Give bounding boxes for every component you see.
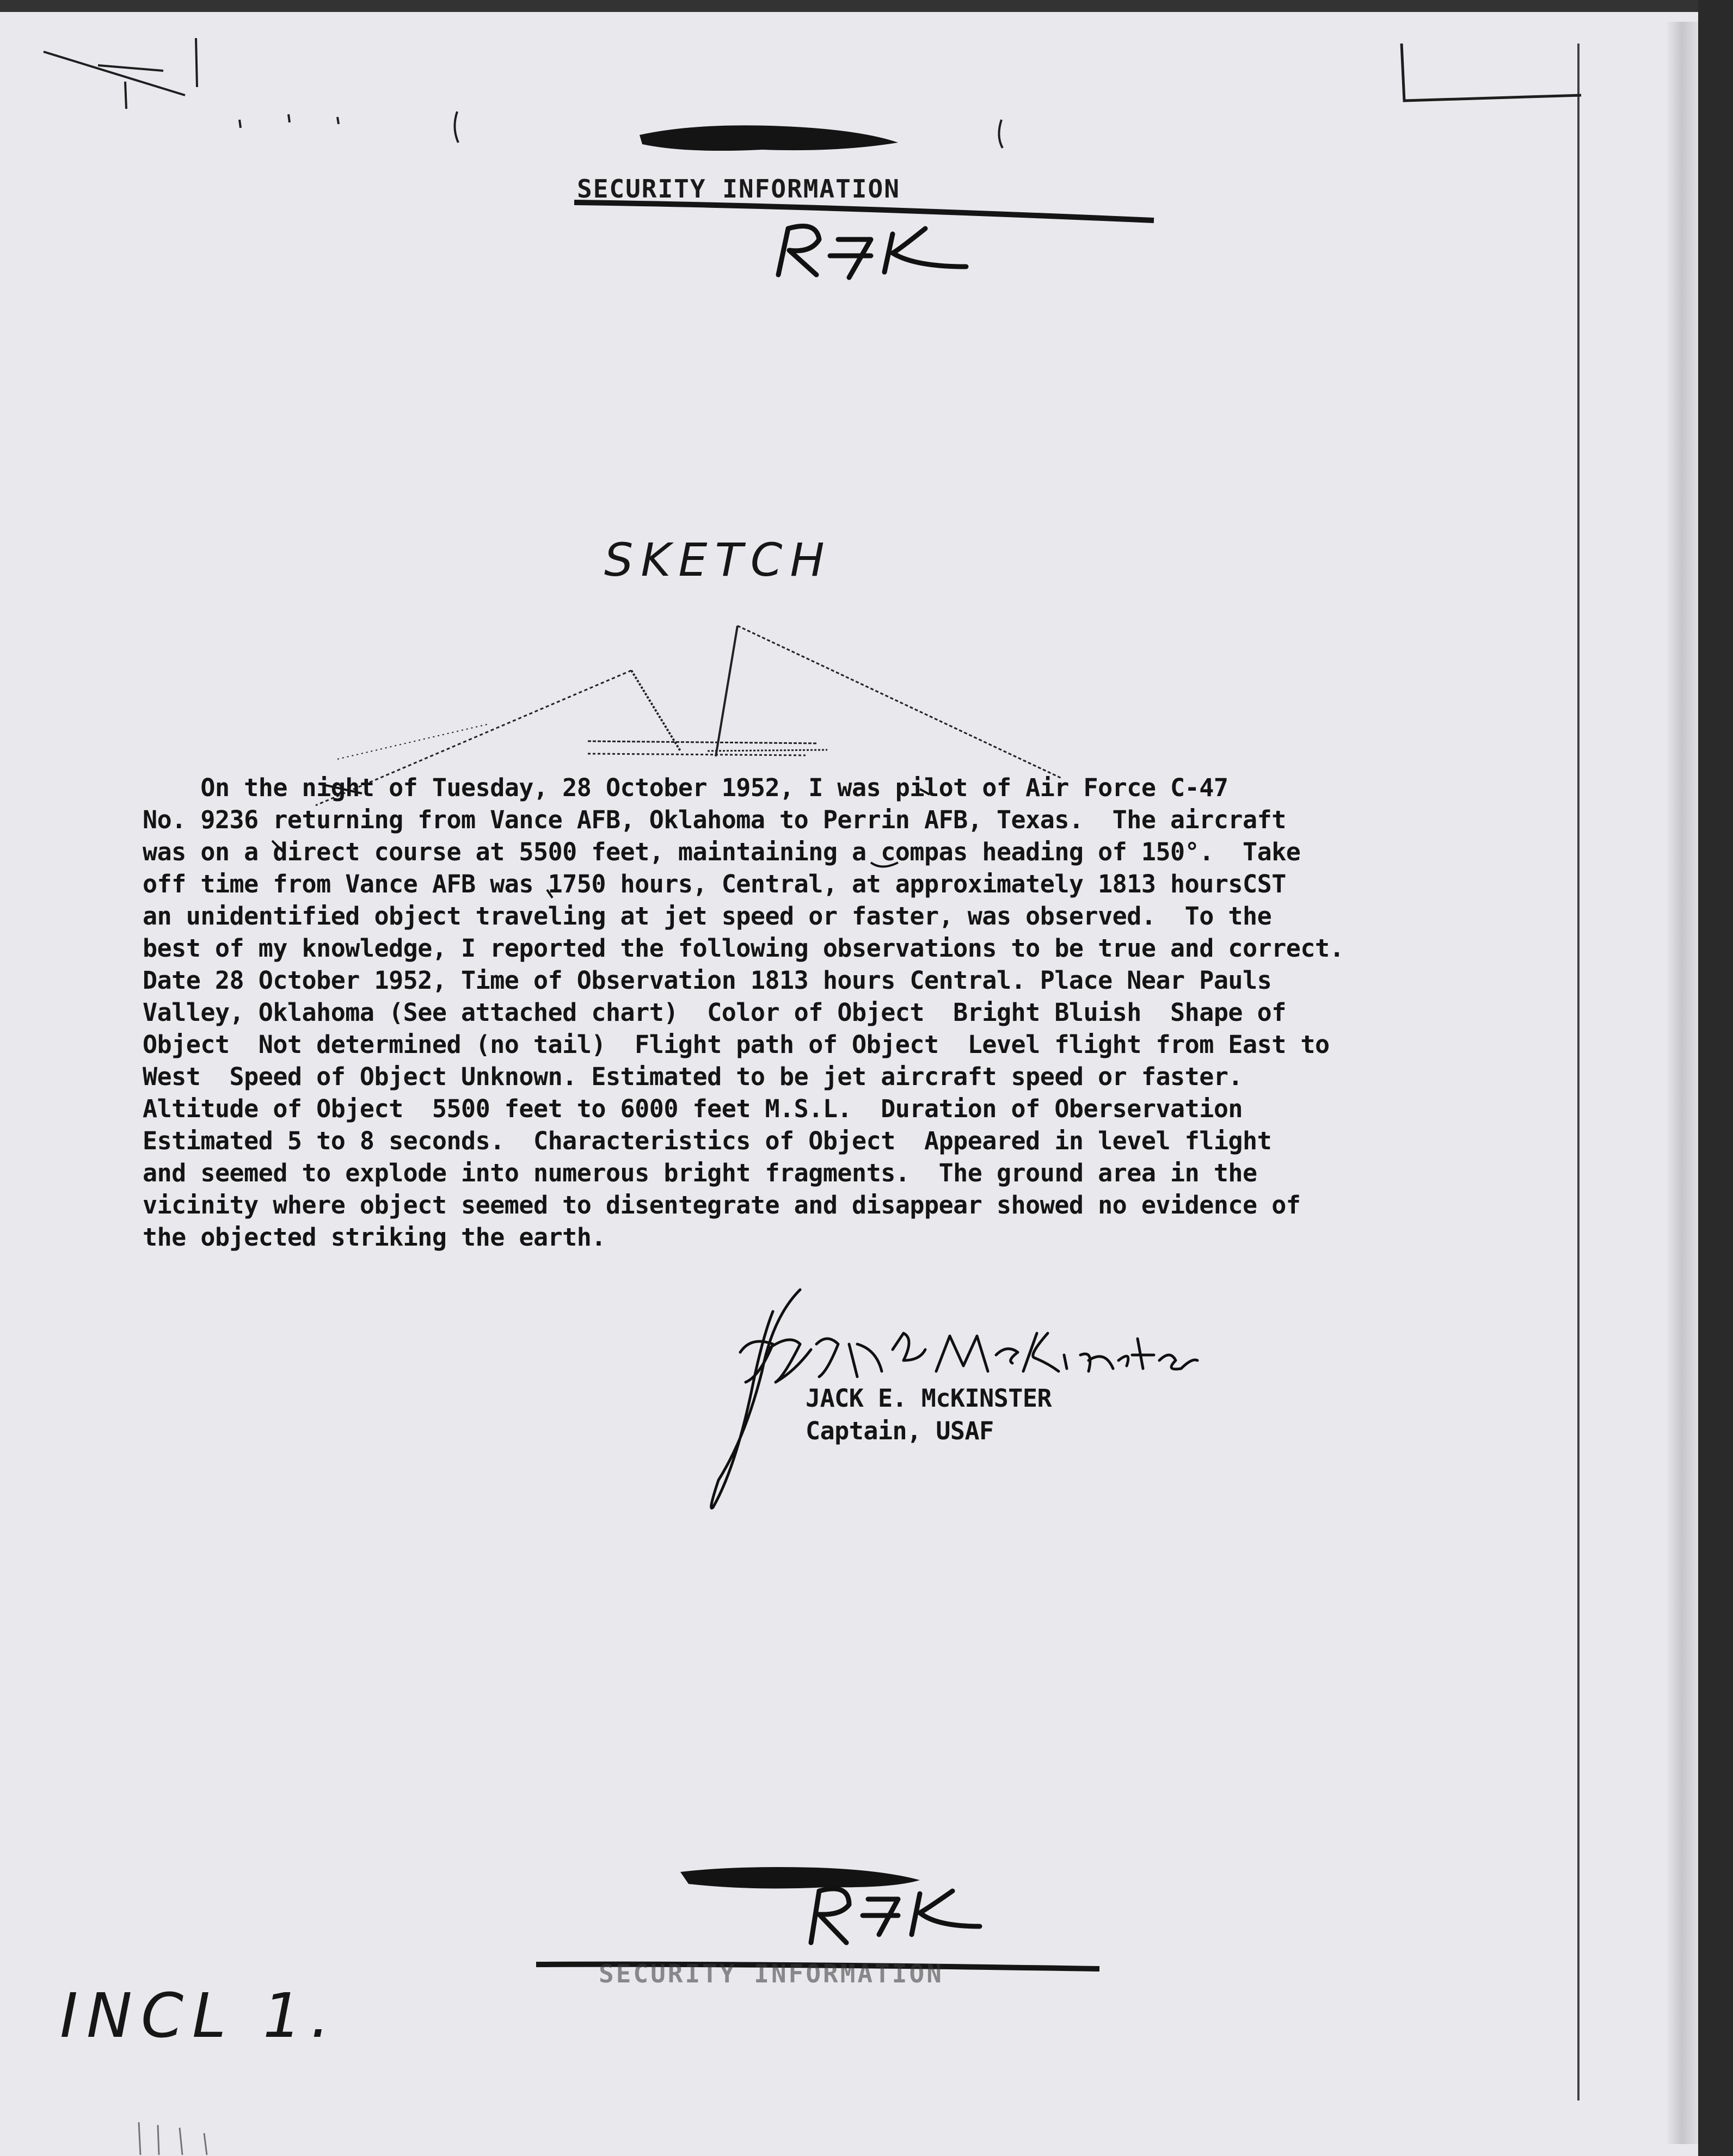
bottom-initials <box>811 1889 980 1943</box>
corner-scribble <box>44 38 1003 148</box>
corner-bracket <box>1402 44 1581 101</box>
top-redaction <box>640 125 898 151</box>
classification-footer: SECURITY INFORMATION <box>599 1959 944 1988</box>
body-line-12: Estimated 5 to 8 seconds. Characteristics of Object Appeared in level flight <box>143 1126 1272 1155</box>
signer-rank: Captain, USAF <box>806 1416 994 1445</box>
sketch-label: SKETCH <box>604 533 832 587</box>
body-line-1: On the night of Tuesday, 28 October 1952, I was pilot of Air Force C-47 <box>143 773 1228 802</box>
body-line-2: No. 9236 returning from Vance AFB, Oklahoma to Perrin AFB, Texas. The aircraft <box>143 805 1286 834</box>
body-line-6: best of my knowledge, I reported the following observations to be true and correct. <box>143 934 1344 963</box>
body-line-8: Valley, Oklahoma (See attached chart) Color of Object Bright Bluish Shape of <box>143 998 1286 1027</box>
body-line-11: Altitude of Object 5500 feet to 6000 feet M.S.L. Duration of Oberservation <box>143 1094 1243 1123</box>
body-line-14: vicinity where object seemed to disentegrate and disappear showed no evidence of <box>143 1191 1301 1219</box>
body-line-5: an unidentified object traveling at jet speed or faster, was observed. To the <box>143 902 1272 931</box>
classification-header: SECURITY INFORMATION <box>577 174 900 204</box>
top-strike <box>574 202 1154 220</box>
bottom-scratches <box>139 2122 207 2155</box>
signer-name: JACK E. McKINSTER <box>806 1384 1052 1413</box>
body-line-4: off time from Vance AFB was 1750 hours, Central, at approximately 1813 hoursCST <box>143 870 1286 898</box>
body-line-3: was on a direct course at 5500 feet, maintaining a compas heading of 150°. Take <box>143 837 1301 866</box>
body-line-7: Date 28 October 1952, Time of Observation 1813 hours Central. Place Near Pauls <box>143 966 1272 995</box>
body-line-9: Object Not determined (no tail) Flight path of Object Level flight from East to <box>143 1030 1330 1059</box>
body-line-13: and seemed to explode into numerous bright fragments. The ground area in the <box>143 1159 1257 1187</box>
body-line-10: West Speed of Object Unknown. Estimated to be jet aircraft speed or faster. <box>143 1062 1243 1091</box>
top-initials <box>778 226 966 278</box>
bottom-redaction <box>680 1867 920 1888</box>
enclosure-label: INCL 1. <box>60 1981 339 2052</box>
signature-block <box>806 1382 1052 1447</box>
body-line-15: the objected striking the earth. <box>143 1223 606 1252</box>
